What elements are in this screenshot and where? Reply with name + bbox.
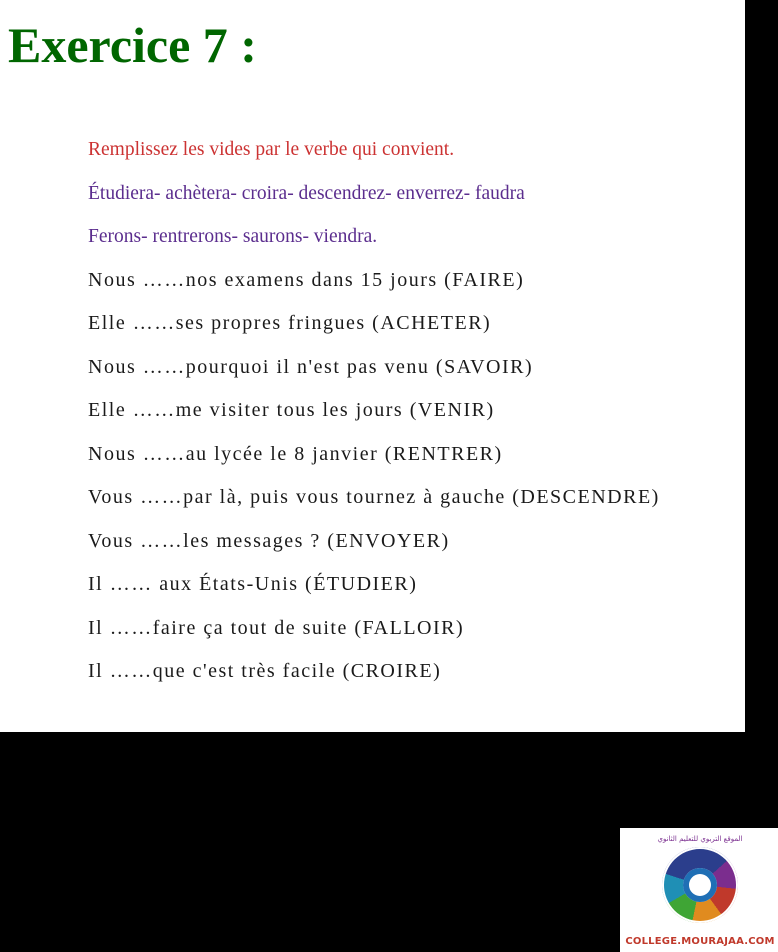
watermark-arabic-text: الموقع التربوي للتعليم الثانوي	[657, 835, 743, 843]
exercise-question: Vous ……par là, puis vous tournez à gauche (DESCENDRE)	[88, 486, 660, 508]
word-bank-line-2: Ferons- rentrerons- saurons- viendra.	[88, 226, 378, 247]
exercise-question: Nous ……nos examens dans 15 jours (FAIRE)	[88, 268, 525, 291]
exercise-question: Il ……faire ça tout de suite (FALLOIR)	[88, 616, 465, 639]
footer-area	[0, 732, 778, 950]
exercise-question: Il …… aux États-Unis (ÉTUDIER)	[88, 573, 418, 595]
exercise-body	[88, 128, 728, 694]
exercise-question: Nous ……au lycée le 8 janvier (RENTRER)	[88, 442, 503, 465]
exercise-question: Vous ……les messages ? (ENVOYER)	[88, 529, 450, 552]
exercise-instruction: Remplissez les vides par le verbe qui convient.	[88, 139, 455, 160]
exercise-question: Elle ……ses propres fringues (ACHETER)	[88, 312, 492, 334]
watermark-caption: COLLEGE.MOURAJAA.COM	[625, 936, 775, 947]
watermark-logo	[620, 828, 778, 952]
word-bank-line-1: Étudiera- achètera- croira- descendrez- enverrez- faudra	[88, 182, 525, 204]
exercise-question: Il ……que c'est très facile (CROIRE)	[88, 660, 442, 682]
exercise-question: Nous ……pourquoi il n'est pas venu (SAVOIR)	[88, 355, 534, 378]
exercise-question: Elle ……me visiter tous les jours (VENIR)	[88, 399, 495, 421]
page-title: Exercice 7 :	[8, 17, 257, 73]
color-wheel-icon	[662, 847, 738, 923]
